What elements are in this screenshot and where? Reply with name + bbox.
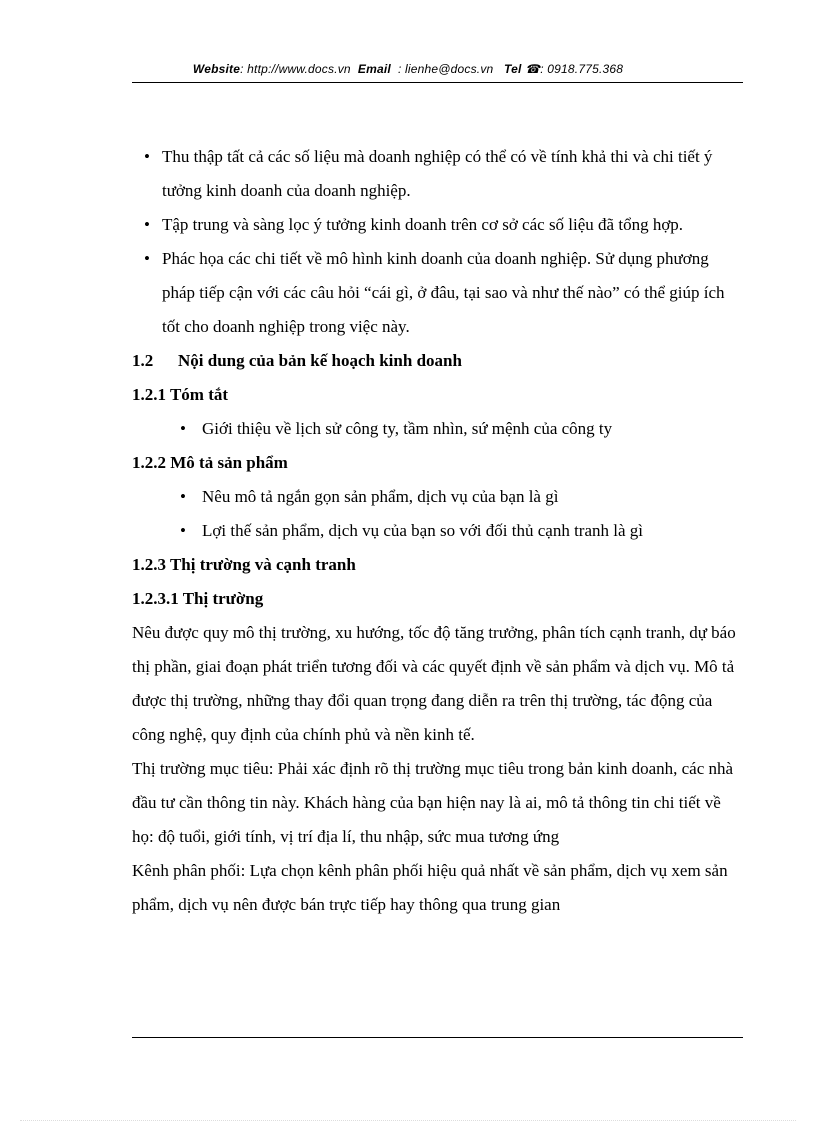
list-item: • Nêu mô tả ngắn gọn sản phẩm, dịch vụ của bạn là gì xyxy=(132,480,744,514)
header-rule xyxy=(132,82,743,83)
list-item: • Phác họa các chi tiết về mô hình kinh doanh của doanh nghiệp. Sử dụng phương pháp tiếp cận với các câu hỏi “cái gì, ở đâu, tại sao và như thế nào” có thể giúp ích tốt cho doanh nghiệp trong việc này. xyxy=(132,242,744,344)
section-heading-1-2-3-1: 1.2.3.1 Thị trường xyxy=(132,589,264,608)
bullet-icon: • xyxy=(180,419,186,438)
bullet-icon: • xyxy=(180,521,186,540)
paragraph-distribution: Kênh phân phối: Lựa chọn kênh phân phối hiệu quả nhất về sản phẩm, dịch vụ xem sản phẩm, dịch vụ nên được bán trực tiếp hay thông qua trung gian xyxy=(132,861,728,914)
bullet-icon: • xyxy=(144,249,150,268)
section-heading-1-2-3: 1.2.3 Thị trường và cạnh tranh xyxy=(132,555,356,574)
section-heading-1-2: 1.2 Nội dung của bản kế hoạch kinh doanh xyxy=(132,351,462,370)
page-header xyxy=(0,62,816,76)
email-value: : lienhe@docs.vn xyxy=(394,62,494,76)
section-heading-1-2-1: 1.2.1 Tóm tắt xyxy=(132,385,229,404)
website-value: : http://www.docs.vn xyxy=(240,62,351,76)
bullet-icon: • xyxy=(144,147,150,166)
document-body xyxy=(132,140,744,922)
list-item: • Tập trung và sàng lọc ý tưởng kinh doanh trên cơ sở các số liệu đã tổng hợp. xyxy=(132,208,744,242)
bullet-icon: • xyxy=(180,487,186,506)
email-label: Email xyxy=(357,62,391,76)
tel-label: Tel xyxy=(504,62,522,76)
section-heading-1-2-2: 1.2.2 Mô tả sản phẩm xyxy=(132,453,288,472)
phone-icon: ☎ xyxy=(525,62,541,76)
list-item: • Thu thập tất cả các số liệu mà doanh nghiệp có thể có về tính khả thi và chi tiết ý tưởng kinh doanh của doanh nghiệp. xyxy=(132,140,744,208)
page-edge-divider xyxy=(20,1120,796,1121)
website-label: Website xyxy=(192,62,241,76)
list-item: • Giới thiệu về lịch sử công ty, tầm nhìn, sứ mệnh của công ty xyxy=(132,412,744,446)
list-item: • Lợi thế sản phẩm, dịch vụ của bạn so với đối thủ cạnh tranh là gì xyxy=(132,514,744,548)
bullet-icon: • xyxy=(144,215,150,234)
paragraph-market: Nêu được quy mô thị trường, xu hướng, tốc độ tăng trưởng, phân tích cạnh tranh, dự báo thị phần, giai đoạn phát triển tương đối và các quyết định về sản phẩm và dịch vụ. Mô tả được thị trường, những thay đổi quan trọng đang diễn ra trên thị trường, tác động của công nghệ, quy định của chính phủ và nền kinh tế. xyxy=(132,623,736,744)
tel-value: : 0918.775.368 xyxy=(540,62,624,76)
footer-rule xyxy=(132,1037,743,1038)
paragraph-target-market: Thị trường mục tiêu: Phải xác định rõ thị trường mục tiêu trong bản kinh doanh, các nhà đầu tư cần thông tin này. Khách hàng của bạn hiện nay là ai, mô tả thông tin chi tiết về họ: độ tuổi, giới tính, vị trí địa lí, thu nhập, sức mua tương ứng xyxy=(132,759,734,846)
